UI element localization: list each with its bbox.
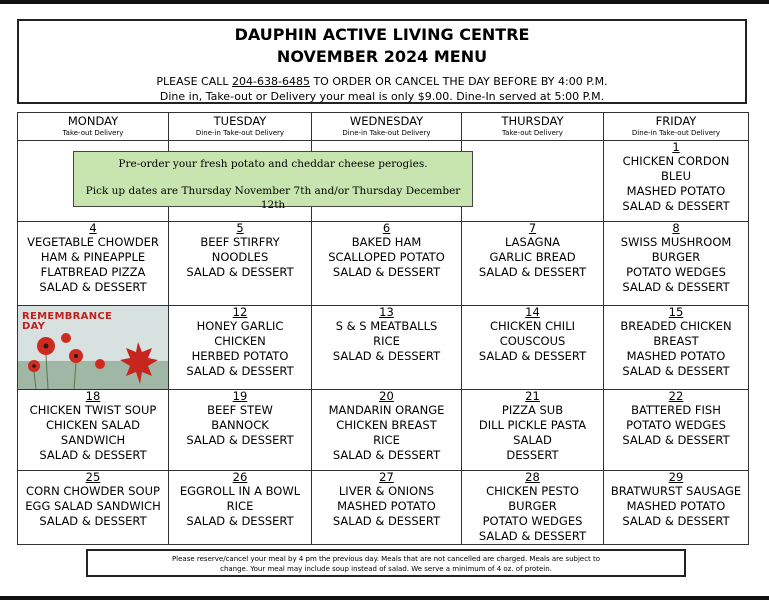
day-cell-thursday [462, 222, 604, 306]
week-row [18, 222, 749, 306]
day-service-options: Dine-in Take-out Delivery [342, 129, 431, 137]
day-header-monday [18, 113, 169, 141]
date-number: 18 [85, 389, 101, 403]
menu-item: GARLIC BREAD [489, 250, 576, 264]
menu-item: BURGER [651, 250, 701, 264]
menu-item: SALAD & DESSERT [332, 265, 441, 279]
day-header-tuesday [169, 113, 312, 141]
menu-item: SALAD & DESSERT [332, 514, 441, 528]
date-number: 5 [236, 221, 244, 235]
menu-item: SALAD & DESSERT [622, 433, 730, 447]
menu-item: PIZZA SUB [501, 403, 564, 417]
date-number: 19 [232, 389, 248, 403]
menu-item: POTATO WEDGES [626, 265, 726, 279]
menu-item: SALAD & DESSERT [186, 364, 294, 378]
date-number: 25 [85, 470, 101, 484]
weekday-header-row [18, 113, 749, 141]
menu-item: BRATWURST SAUSAGE [610, 484, 742, 498]
day-cell-tuesday [169, 306, 312, 390]
day-cell-tuesday [169, 471, 312, 545]
phone-number[interactable]: 204-638-6485 [232, 75, 310, 88]
menu-item: SANDWICH [60, 433, 126, 447]
day-service-options: Take-out Delivery [502, 129, 563, 137]
day-cell-thursday [462, 306, 604, 390]
date-number: 6 [382, 221, 391, 235]
date-number: 22 [668, 389, 684, 403]
menu-item: SALAD & DESSERT [39, 514, 147, 528]
remembrance-day-title [22, 312, 112, 332]
menu-item: SALAD [513, 433, 552, 447]
menu-item: CHICKEN CORDON [622, 154, 730, 168]
date-number: 15 [668, 305, 684, 319]
menu-item: SALAD & DESSERT [39, 280, 147, 294]
day-name: WEDNESDAY [349, 114, 424, 128]
day-name: THURSDAY [501, 114, 564, 128]
menu-item: SALAD & DESSERT [332, 349, 441, 363]
day-cell-monday [18, 306, 169, 390]
menu-item: SWISS MUSHROOM [620, 235, 732, 249]
menu-item: CHICKEN SALAD [46, 418, 140, 432]
menu-item: MASHED POTATO [626, 349, 726, 363]
day-cell-wednesday [312, 222, 462, 306]
day-cell-tuesday [169, 390, 312, 471]
menu-item: CHICKEN TWIST SOUP [29, 403, 157, 417]
remembrance-line-2: DAY [22, 321, 46, 332]
footer-line-1: Please reserve/cancel your meal by 4 pm the previous day. Meals that are not cancelled are charged. Meals are subject to [171, 555, 601, 563]
menu-item: BEEF STIRFRY [200, 235, 280, 249]
menu-item: EGG SALAD SANDWICH [25, 499, 161, 513]
menu-item: MANDARIN ORANGE [328, 403, 445, 417]
menu-item: EGGROLL IN A BOWL [179, 484, 301, 498]
menu-item: RICE [226, 499, 254, 513]
notice-line-1: Pre-order your fresh potato and cheddar cheese perogies. [118, 158, 428, 170]
date-number: 21 [525, 389, 540, 403]
week-row [18, 390, 749, 471]
date-number: 13 [379, 305, 394, 319]
menu-item: VEGETABLE CHOWDER [27, 235, 159, 249]
menu-item: SALAD & DESSERT [622, 364, 730, 378]
menu-item: SALAD & DESSERT [478, 529, 587, 543]
day-header-wednesday [312, 113, 462, 141]
menu-header [17, 19, 747, 104]
date-number: 29 [668, 470, 684, 484]
remembrance-line-1: REMEMBRANCE [22, 311, 113, 322]
order-instructions [19, 74, 745, 89]
menu-item: HONEY GARLIC [196, 319, 284, 333]
menu-item: CHICKEN [214, 334, 266, 348]
menu-item: SALAD & DESSERT [622, 280, 730, 294]
menu-item: BAKED HAM [351, 235, 422, 249]
day-cell-monday [18, 471, 169, 545]
day-cell-friday [604, 141, 749, 222]
menu-item: LIVER & ONIONS [338, 484, 435, 498]
day-service-options: Dine-in Take-out Delivery [631, 129, 721, 137]
centre-title: DAUPHIN ACTIVE LIVING CENTRE [234, 25, 530, 44]
menu-item: BANNOCK [211, 418, 269, 432]
menu-item: MASHED POTATO [337, 499, 436, 513]
day-cell-tuesday [169, 222, 312, 306]
menu-item: NOODLES [211, 250, 269, 264]
menu-item: DILL PICKLE PASTA [478, 418, 587, 432]
menu-item: S & S MEATBALLS [335, 319, 438, 333]
date-number: 20 [379, 389, 394, 403]
menu-item: COUSCOUS [499, 334, 566, 348]
menu-item: SALAD & DESSERT [186, 265, 294, 279]
day-cell-wednesday [312, 471, 462, 545]
day-cell-monday [18, 390, 169, 471]
perogies-notice [73, 151, 473, 211]
menu-item: BATTERED FISH [631, 403, 721, 417]
day-header-thursday [462, 113, 604, 141]
date-number: 1 [672, 140, 680, 154]
date-number: 28 [525, 470, 540, 484]
week-row [18, 471, 749, 545]
day-cell-friday [604, 306, 749, 390]
date-number: 12 [232, 305, 248, 319]
menu-item: POTATO WEDGES [482, 514, 583, 528]
date-number: 4 [89, 221, 97, 235]
date-number: 14 [525, 305, 540, 319]
menu-item: HERBED POTATO [191, 349, 289, 363]
bottom-border [0, 596, 769, 600]
menu-item: SALAD & DESSERT [622, 514, 730, 528]
footer-line-2: change. Your meal may include soup instead of salad. We serve a minimum of 4 oz. of protein. [220, 565, 552, 573]
date-number: 27 [379, 470, 394, 484]
menu-item: CORN CHOWDER SOUP [26, 484, 160, 498]
menu-item: LASAGNA [504, 235, 561, 249]
menu-item: RICE [373, 334, 400, 348]
menu-item: SALAD & DESSERT [332, 448, 441, 462]
menu-item: BEEF STEW [207, 403, 273, 417]
menu-item: SALAD & DESSERT [622, 199, 730, 213]
order-text-pre: PLEASE CALL [156, 75, 233, 88]
menu-item: RICE [373, 433, 400, 447]
day-cell-monday [18, 222, 169, 306]
menu-item: HAM & PINEAPPLE [40, 250, 146, 264]
menu-item: DESSERT [506, 448, 559, 462]
notice-line-2: Pick up dates are Thursday November 7th and/or Thursday December 12th [85, 185, 461, 211]
date-number: 26 [232, 470, 248, 484]
day-service-options: Take-out Delivery [62, 129, 124, 137]
price-info: Dine in, Take-out or Delivery your meal is only $9.00. Dine-In served at 5:00 P.M. [159, 90, 605, 103]
day-cell-thursday [462, 471, 604, 545]
day-cell-friday [604, 222, 749, 306]
menu-title: NOVEMBER 2024 MENU [276, 47, 488, 66]
day-cell-wednesday [312, 306, 462, 390]
menu-item: MASHED POTATO [626, 499, 726, 513]
day-cell-thursday [462, 390, 604, 471]
date-number: 7 [528, 221, 537, 235]
menu-item: SALAD & DESSERT [186, 514, 294, 528]
menu-item: CHICKEN CHILI [489, 319, 576, 333]
menu-item: CHICKEN BREAST [336, 418, 437, 432]
menu-item: BREAST [653, 334, 699, 348]
top-border [0, 0, 769, 4]
day-name: TUESDAY [213, 114, 267, 128]
menu-item: MASHED POTATO [626, 184, 726, 198]
menu-item: CHICKEN PESTO BURGER [486, 484, 579, 513]
menu-item: FLATBREAD PIZZA [40, 265, 146, 279]
day-service-options: Dine-in Take-out Delivery [195, 129, 285, 137]
day-cell-friday [604, 471, 749, 545]
day-cell-wednesday [312, 390, 462, 471]
order-text-post: TO ORDER OR CANCEL THE DAY BEFORE BY 4:00 P.M. [309, 75, 608, 88]
day-header-friday [604, 113, 749, 141]
menu-item: SALAD & DESSERT [478, 349, 587, 363]
menu-item: BLEU [661, 169, 691, 183]
menu-item: BREADED CHICKEN [620, 319, 732, 333]
day-name: FRIDAY [655, 114, 697, 128]
menu-item: SCALLOPED POTATO [328, 250, 445, 264]
menu-item: SALAD & DESSERT [186, 433, 294, 447]
week-row [18, 306, 749, 390]
date-number: 8 [672, 221, 680, 235]
footer-note [86, 549, 686, 577]
day-cell-thursday [462, 141, 604, 222]
menu-item: POTATO WEDGES [626, 418, 726, 432]
remembrance-day-image [18, 306, 168, 389]
day-name: MONDAY [67, 114, 119, 128]
day-cell-friday [604, 390, 749, 471]
menu-item: SALAD & DESSERT [478, 265, 587, 279]
menu-item: SALAD & DESSERT [39, 448, 147, 462]
